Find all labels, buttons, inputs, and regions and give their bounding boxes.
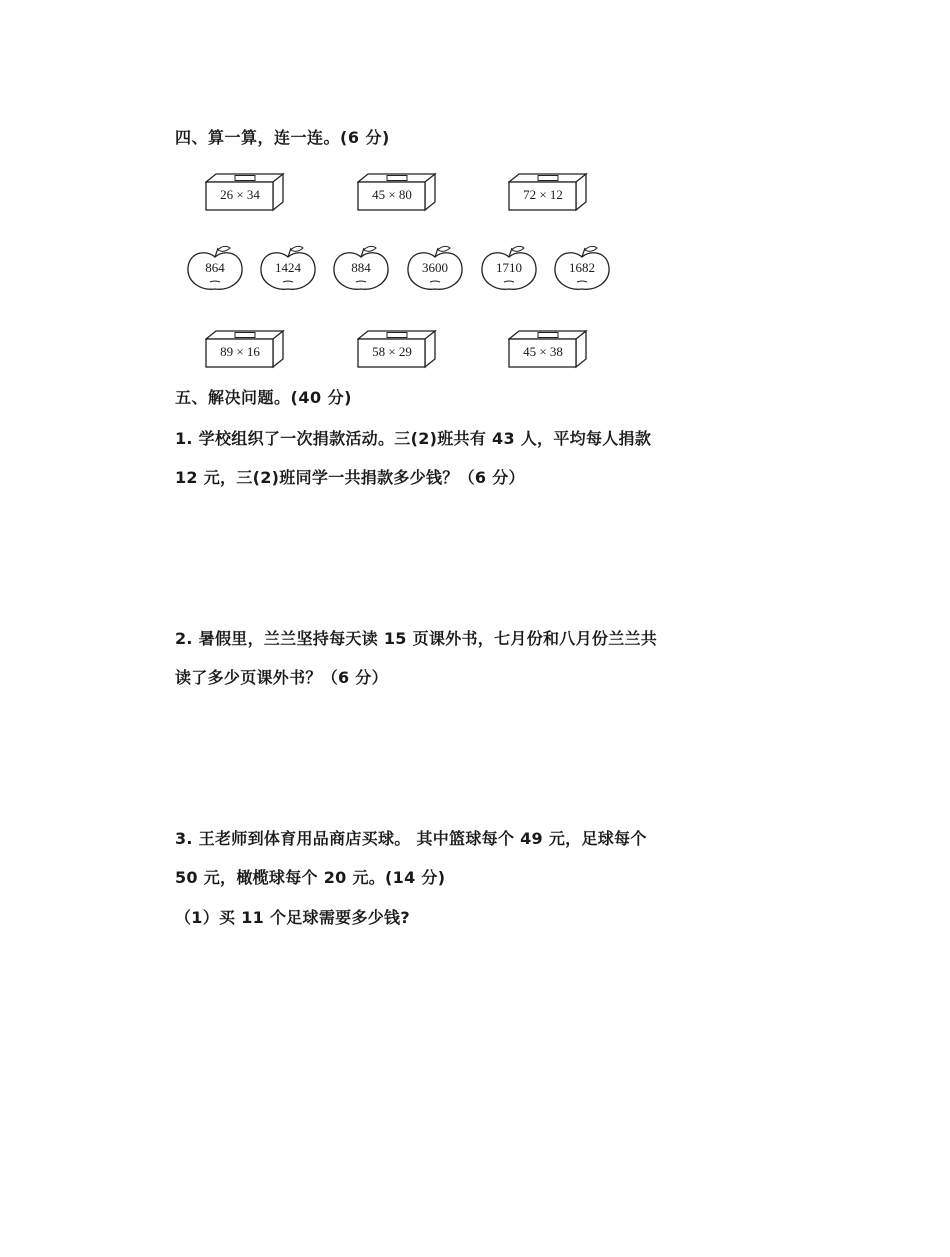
- section-5-title: 五、解决问题。(40 分): [175, 388, 352, 407]
- apple-answer-2: [259, 245, 317, 293]
- apple-value: 884: [351, 260, 371, 275]
- question-3-line-1: 3. 王老师到体育用品商店买球。 其中篮球每个 49 元，足球每个: [175, 829, 647, 848]
- question-3-line-2: 50 元，橄榄球每个 20 元。(14 分): [175, 868, 446, 887]
- apple-value: 1424: [275, 260, 301, 275]
- apple-value: 1710: [496, 260, 522, 275]
- apple-answer-6: [553, 245, 611, 293]
- apple-value: 3600: [422, 260, 448, 275]
- box-expression: 45 × 38: [523, 344, 563, 359]
- apple-answer-1: [186, 245, 244, 293]
- question-1-line-1: 1. 学校组织了一次捐款活动。三(2)班共有 43 人，平均每人捐款: [175, 429, 652, 448]
- apple-value: 1682: [569, 260, 595, 275]
- multiplication-box-top-2: [357, 172, 437, 212]
- apple-answer-3: [332, 245, 390, 293]
- multiplication-box-bottom-3: [508, 329, 588, 369]
- multiplication-box-top-1: [205, 172, 285, 212]
- multiplication-box-top-3: [508, 172, 588, 212]
- apple-value: 864: [205, 260, 225, 275]
- question-2-line-1: 2. 暑假里，兰兰坚持每天读 15 页课外书，七月份和八月份兰兰共: [175, 629, 658, 648]
- box-expression: 89 × 16: [220, 344, 260, 359]
- question-3-sub-1: （1）买 11 个足球需要多少钱?: [175, 908, 410, 927]
- box-expression: 58 × 29: [372, 344, 412, 359]
- box-expression: 72 × 12: [523, 187, 563, 202]
- apple-answer-5: [480, 245, 538, 293]
- section-4-title: 四、算一算，连一连。(6 分): [175, 128, 390, 147]
- box-expression: 26 × 34: [220, 187, 260, 202]
- multiplication-box-bottom-1: [205, 329, 285, 369]
- box-expression: 45 × 80: [372, 187, 412, 202]
- apple-answer-4: [406, 245, 464, 293]
- question-2-line-2: 读了多少页课外书？（6 分）: [175, 668, 388, 687]
- multiplication-box-bottom-2: [357, 329, 437, 369]
- question-1-line-2: 12 元，三(2)班同学一共捐款多少钱？（6 分）: [175, 468, 525, 487]
